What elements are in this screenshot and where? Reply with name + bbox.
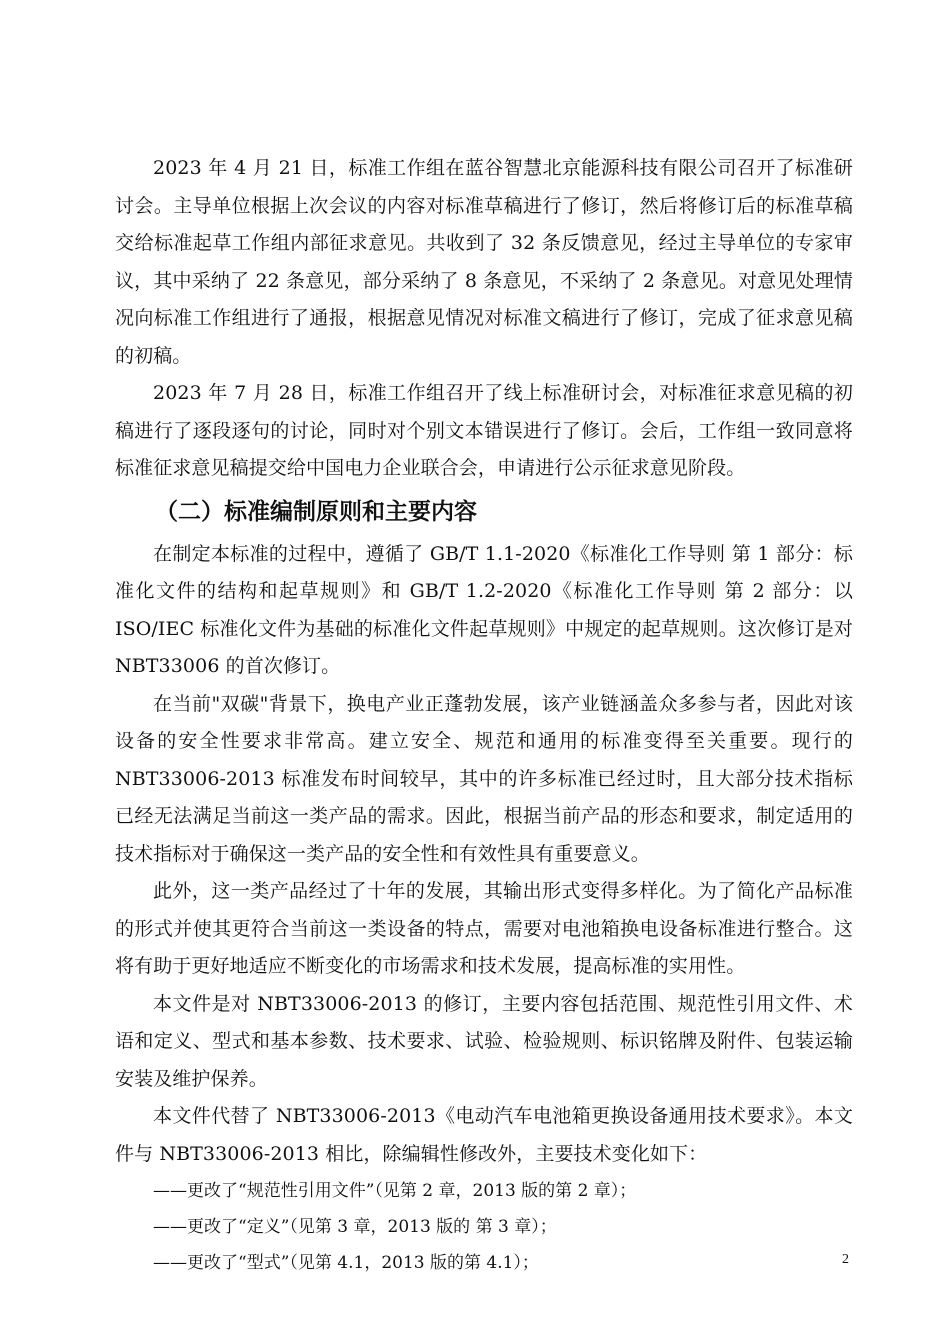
- paragraph-replacement: 本文件代替了 NBT33006-2013《电动汽车电池箱更换设备通用技术要求》。本文件与 NBT33006-2013 相比，除编辑性修改外，主要技术变化如下：: [115, 1105, 853, 1165]
- document-body: [115, 150, 853, 1281]
- paragraph-meeting-july: 2023 年 7 月 28 日，标准工作组召开了线上标准研讨会，对标准征求意见稿的初稿进行了逐段逐句的讨论，同时对个别文本错误进行了修订。会后，工作组一致同意将标准征求意见稿提交给中国电力企业联合会，申请进行公示征求意见阶段。: [115, 382, 853, 479]
- page-number: 2: [842, 1252, 849, 1267]
- paragraph-drafting-rules: 在制定本标准的过程中，遵循了 GB/T 1.1-2020《标准化工作导则 第 1 部分：标准化文件的结构和起草规则》和 GB/T 1.2-2020《标准化工作导则 第 2 部分：以 ISO/IEC 标准化文件为基础的标准化文件起草规则》中规定的起草规则。这次修订是对 NBT33006 的首次修订。: [115, 542, 853, 677]
- section-heading: （二）标准编制原则和主要内容: [155, 498, 477, 525]
- change-item: ——更改了“型式”（见第 4.1，2013 版的第 4.1）；: [153, 1253, 539, 1273]
- change-item: ——更改了“规范性引用文件”（见第 2 章，2013 版的第 2 章）；: [153, 1181, 637, 1201]
- paragraph-meeting-april: 2023 年 4 月 21 日，标准工作组在蓝谷智慧北京能源科技有限公司召开了标准研讨会。主导单位根据上次会议的内容对标准草稿进行了修订，然后将修订后的标准草稿交给标准起草工作组内部征求意见。共收到了 32 条反馈意见，经过主导单位的专家审议，其中采纳了 22 条意见，部分采纳了 8 条意见，不采纳了 2 条意见。对意见处理情况向标准工作组进行了通报，根据意见情况对标准文稿进行了修订，完成了征求意见稿的初稿。: [115, 157, 853, 367]
- paragraph-integration: 此外，这一类产品经过了十年的发展，其输出形式变得多样化。为了简化产品标准的形式并使其更符合当前这一类设备的特点，需要对电池箱换电设备标准进行整合。这将有助于更好地适应不断变化的市场需求和技术发展，提高标准的实用性。: [115, 880, 853, 977]
- paragraph-background: 在当前"双碳"背景下，换电产业正蓬勃发展，该产业链涵盖众多参与者，因此对该设备的安全性要求非常高。建立安全、规范和通用的标准变得至关重要。现行的 NBT33006-2013 标准发布时间较早，其中的许多标准已经过时，且大部分技术指标已经无法满足当前这一类产品的需求。因此，根据当前产品的形态和要求，制定适用的技术指标对于确保这一类产品的安全性和有效性具有重要意义。: [115, 692, 853, 865]
- change-item: ——更改了“定义”（见第 3 章，2013 版的 第 3 章）；: [153, 1217, 557, 1237]
- paragraph-scope: 本文件是对 NBT33006-2013 的修订，主要内容包括范围、规范性引用文件、术语和定义、型式和基本参数、技术要求、试验、检验规则、标识铭牌及附件、包装运输安装及维护保养。: [115, 992, 853, 1090]
